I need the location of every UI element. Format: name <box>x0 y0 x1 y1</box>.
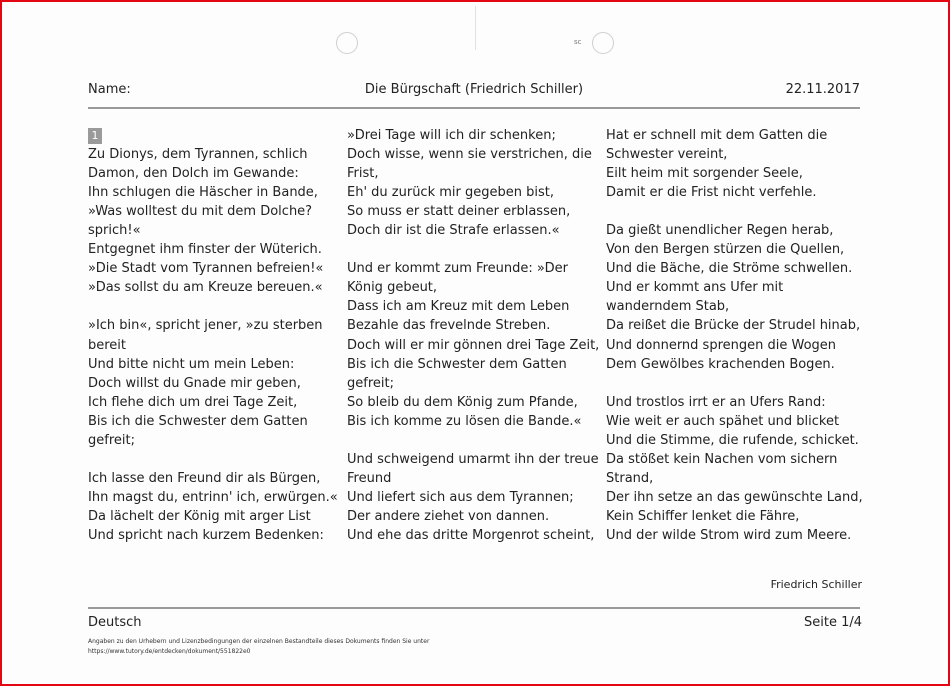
poem-line: Und ehe das dritte Morgenrot scheint, <box>347 527 595 543</box>
poem-line: Ihn magst du, entrinn' ich, erwürgen.« <box>88 489 338 505</box>
poem-line <box>606 374 863 393</box>
name-label: Name: <box>88 82 131 97</box>
poem-line: Bezahle das frevelnde Streben. <box>347 318 551 334</box>
punch-hole-right <box>592 32 614 54</box>
poem-line: Doch willst du Gnade mir geben, <box>88 375 301 391</box>
poem-line: Da lächelt der König mit arger List <box>88 508 311 524</box>
poem-line: wanderndem Stab, <box>606 299 730 315</box>
header-rule <box>88 107 860 109</box>
footer-rule <box>88 607 860 609</box>
poem-line: Hat er schnell mit dem Gatten die <box>606 128 828 143</box>
poem-line <box>347 431 599 450</box>
poem-author: Friedrich Schiller <box>770 578 862 591</box>
poem-line: Bis ich die Schwester dem Gatten <box>88 413 308 429</box>
poem-line: Frist, <box>347 166 379 182</box>
poem-line <box>88 297 338 316</box>
poem-line: Eilt heim mit sorgender Seele, <box>606 166 803 182</box>
poem-line: Strand, <box>606 470 654 486</box>
poem-line: Dem Gewölbes krachenden Bogen. <box>606 356 835 372</box>
poem-line: Ich flehe dich um drei Tage Zeit, <box>88 394 298 410</box>
fold-line <box>475 6 476 50</box>
poem-column-2 <box>347 126 599 545</box>
sc-mark: sc <box>574 38 582 46</box>
poem-line <box>88 450 338 469</box>
poem-line: Und die Stimme, die rufende, schicket. <box>606 432 859 448</box>
poem-line: Freund <box>347 470 392 486</box>
poem-line: Entgegnet ihm finster der Wüterich. <box>88 242 322 258</box>
stanza-number-line <box>88 126 338 145</box>
poem-line: Doch wisse, wenn sie verstrichen, die <box>347 147 592 163</box>
footer-subject: Deutsch <box>88 615 142 630</box>
stanza-number-badge: 1 <box>88 128 102 144</box>
poem-line: Eh' du zurück mir gegeben bist, <box>347 185 554 201</box>
poem-line: Kein Schiffer lenket die Fähre, <box>606 508 800 524</box>
poem-line: Und der wilde Strom wird zum Meere. <box>606 527 852 543</box>
poem-line: Ihn schlugen die Häscher in Bande, <box>88 185 318 201</box>
poem-line: Und die Bäche, die Ströme schwellen. <box>606 261 853 277</box>
poem-line: Ich lasse den Freund dir als Bürgen, <box>88 470 321 486</box>
punch-hole-left <box>336 32 358 54</box>
poem-line <box>606 202 863 221</box>
poem-line: Bis ich komme zu lösen die Bande.« <box>347 413 582 429</box>
license-note <box>88 637 429 657</box>
poem-line <box>347 240 599 259</box>
poem-line: Und liefert sich aus dem Tyrannen; <box>347 489 574 505</box>
poem-line: Und spricht nach kurzem Bedenken: <box>88 527 324 543</box>
poem-line: Der andere ziehet von dannen. <box>347 508 550 524</box>
poem-line: Und schweigend umarmt ihn der treue <box>347 451 599 467</box>
poem-line: sprich!« <box>88 223 141 239</box>
poem-line: Bis ich die Schwester dem Gatten <box>347 356 567 372</box>
document-header <box>88 82 860 100</box>
poem-line: »Was wolltest du mit dem Dolche? <box>88 204 313 220</box>
poem-line: Und er kommt zum Freunde: »Der <box>347 261 568 277</box>
poem-line: gefreit; <box>88 432 135 448</box>
poem-line: Dass ich am Kreuz mit dem Leben <box>347 299 570 315</box>
poem-column-3 <box>606 126 863 545</box>
poem-line: Wie weit er auch spähet und blicket <box>606 413 840 429</box>
poem-line: So bleib du dem König zum Pfande, <box>347 394 578 410</box>
poem-line: So muss er statt deiner erblassen, <box>347 204 571 220</box>
poem-line: Doch dir ist die Strafe erlassen.« <box>347 223 560 239</box>
poem-line: gefreit; <box>347 375 394 391</box>
poem-line: Und trostlos irrt er an Ufers Rand: <box>606 394 826 410</box>
poem-line: Von den Bergen stürzen die Quellen, <box>606 242 845 258</box>
poem-line: »Das sollst du am Kreuze bereuen.« <box>88 280 323 296</box>
poem-line: Da stößet kein Nachen vom sichern <box>606 451 838 467</box>
document-date: 22.11.2017 <box>785 82 860 97</box>
poem-line: Und er kommt ans Ufer mit <box>606 280 784 296</box>
poem-line: Und bitte nicht um mein Leben: <box>88 356 295 372</box>
poem-line: bereit <box>88 337 127 353</box>
poem-line: Da reißet die Brücke der Strudel hinab, <box>606 318 861 334</box>
poem-line: »Ich bin«, spricht jener, »zu sterben <box>88 318 323 334</box>
poem-line: Schwester vereint, <box>606 147 728 163</box>
poem-line: König gebeut, <box>347 280 438 296</box>
poem-column-1 <box>88 126 338 545</box>
footer-page-number: Seite 1/4 <box>803 615 862 630</box>
poem-line: »Drei Tage will ich dir schenken; <box>347 128 556 143</box>
poem-line: Doch will er mir gönnen drei Tage Zeit, <box>347 337 600 353</box>
poem-line: Und donnernd sprengen die Wogen <box>606 337 837 353</box>
document-title: Die Bürgschaft (Friedrich Schiller) <box>364 82 584 97</box>
license-text: Angaben zu den Urhebern und Lizenzbedingungen der einzelnen Bestandteile dieses Dokuments finden Sie unter <box>88 638 430 645</box>
poem-line: Damit er die Frist nicht verfehle. <box>606 185 817 201</box>
poem-line: »Die Stadt vom Tyrannen befreien!« <box>88 261 324 277</box>
poem-line: Zu Dionys, dem Tyrannen, schlich <box>88 147 308 163</box>
poem-line: Damon, den Dolch im Gewande: <box>88 166 299 182</box>
license-url[interactable]: https://www.tutory.de/entdecken/dokument/551822e0 <box>88 648 251 655</box>
poem-line: Der ihn setze an das gewünschte Land, <box>606 489 863 505</box>
poem-line: Da gießt unendlicher Regen herab, <box>606 223 834 239</box>
